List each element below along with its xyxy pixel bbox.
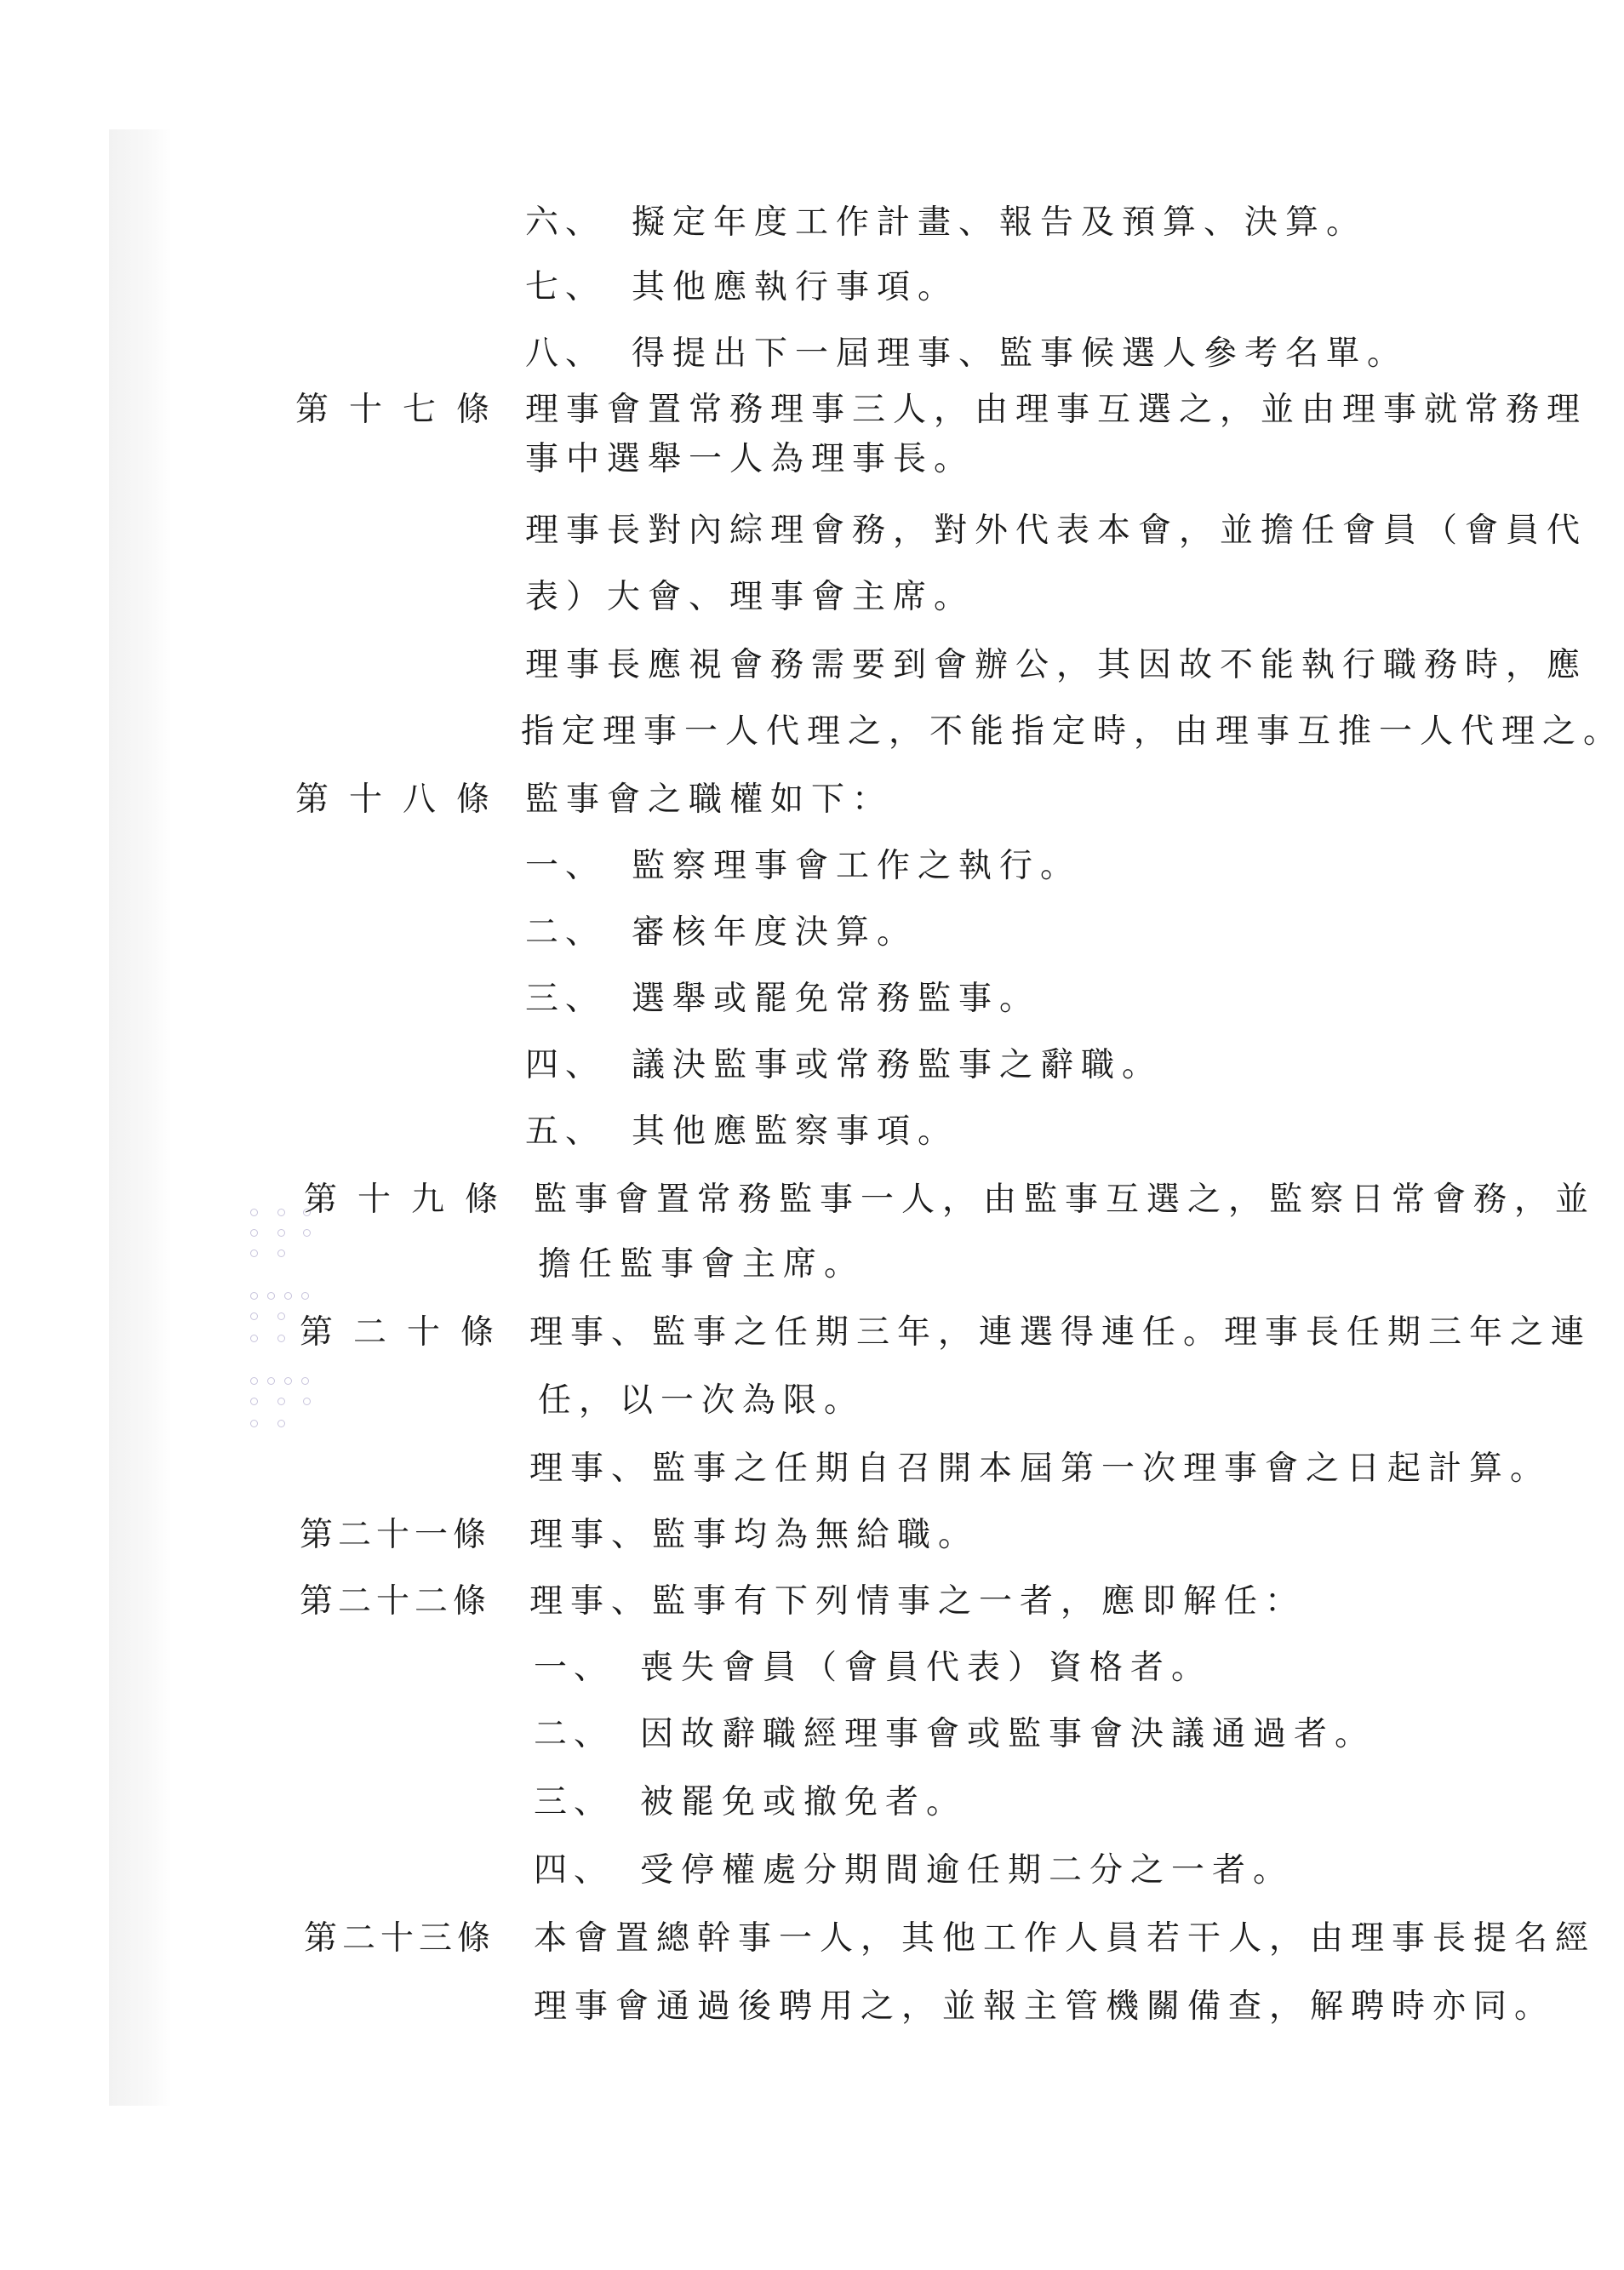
item-number: 二、: [525, 913, 606, 952]
item-text: 選舉或罷免常務監事。: [632, 980, 1041, 1018]
article-label: 第二十一條: [300, 1516, 492, 1554]
article-text: 理事、監事均為無給職。: [529, 1516, 980, 1554]
item-number: 八、: [525, 334, 606, 373]
article-text: 理事會置常務理事三人，由理事互選之，並由理事就常務理: [525, 391, 1588, 429]
item-text: 擬定年度工作計畫、報告及預算、決算。: [632, 203, 1368, 242]
item-text: 審核年度決算。: [632, 913, 918, 952]
item-text: 議決監事或常務監事之辭職。: [632, 1046, 1164, 1084]
item-text: 受停權處分期間逾任期二分之一者。: [640, 1851, 1295, 1890]
article-label: 第十八條: [295, 780, 511, 819]
article-text: 理事、監事之任期三年，連選得連任。理事長任期三年之連: [529, 1313, 1593, 1352]
article-text: 事中選舉一人為理事長。: [525, 440, 975, 478]
article-label: 第二十條: [300, 1313, 515, 1352]
paragraph-text: 理事、監事之任期自召開本屆第一次理事會之日起計算。: [529, 1449, 1552, 1488]
item-text: 因故辭職經理事會或監事會決議通過者。: [640, 1715, 1376, 1753]
paragraph-text: 理事長對內綜理會務，對外代表本會，並擔任會員（會員代: [525, 512, 1588, 550]
item-text: 喪失會員（會員代表）資格者。: [640, 1649, 1213, 1687]
item-text: 其他應監察事項。: [632, 1112, 959, 1151]
item-number: 四、: [525, 1046, 606, 1084]
item-text: 監察理事會工作之執行。: [632, 847, 1082, 885]
item-number: 七、: [525, 268, 606, 306]
article-text: 監事會置常務監事一人，由監事互選之，監察日常會務，並: [534, 1181, 1597, 1219]
article-label: 第二十三條: [304, 1919, 496, 1958]
article-text: 理事會通過後聘用之，並報主管機關備查，解聘時亦同。: [534, 1987, 1556, 2026]
article-text: 任，以一次為限。: [538, 1381, 866, 1420]
paragraph-text: 指定理事一人代理之，不能指定時，由理事互推一人代理之。: [521, 712, 1624, 751]
item-number: 五、: [525, 1112, 606, 1151]
article-text: 監事會之職權如下：: [525, 780, 894, 819]
item-number: 一、: [534, 1649, 615, 1687]
article-label: 第十七條: [295, 391, 511, 429]
item-text: 其他應執行事項。: [632, 268, 959, 306]
item-number: 四、: [534, 1851, 615, 1890]
item-number: 二、: [534, 1715, 615, 1753]
item-number: 三、: [534, 1783, 615, 1821]
paragraph-text: 表）大會、理事會主席。: [525, 578, 975, 616]
item-number: 三、: [525, 980, 606, 1018]
article-label: 第二十二條: [300, 1582, 492, 1621]
article-text: 擔任監事會主席。: [538, 1245, 866, 1284]
article-label: 第十九條: [304, 1181, 519, 1219]
item-number: 六、: [525, 203, 606, 242]
article-text: 理事、監事有下列情事之一者，應即解任：: [529, 1582, 1307, 1621]
article-text: 本會置總幹事一人，其他工作人員若干人，由理事長提名經: [534, 1919, 1597, 1958]
item-text: 得提出下一屆理事、監事候選人參考名單。: [632, 334, 1409, 373]
item-number: 一、: [525, 847, 606, 885]
paragraph-text: 理事長應視會務需要到會辦公，其因故不能執行職務時，應: [525, 646, 1588, 684]
item-text: 被罷免或撤免者。: [640, 1783, 968, 1821]
